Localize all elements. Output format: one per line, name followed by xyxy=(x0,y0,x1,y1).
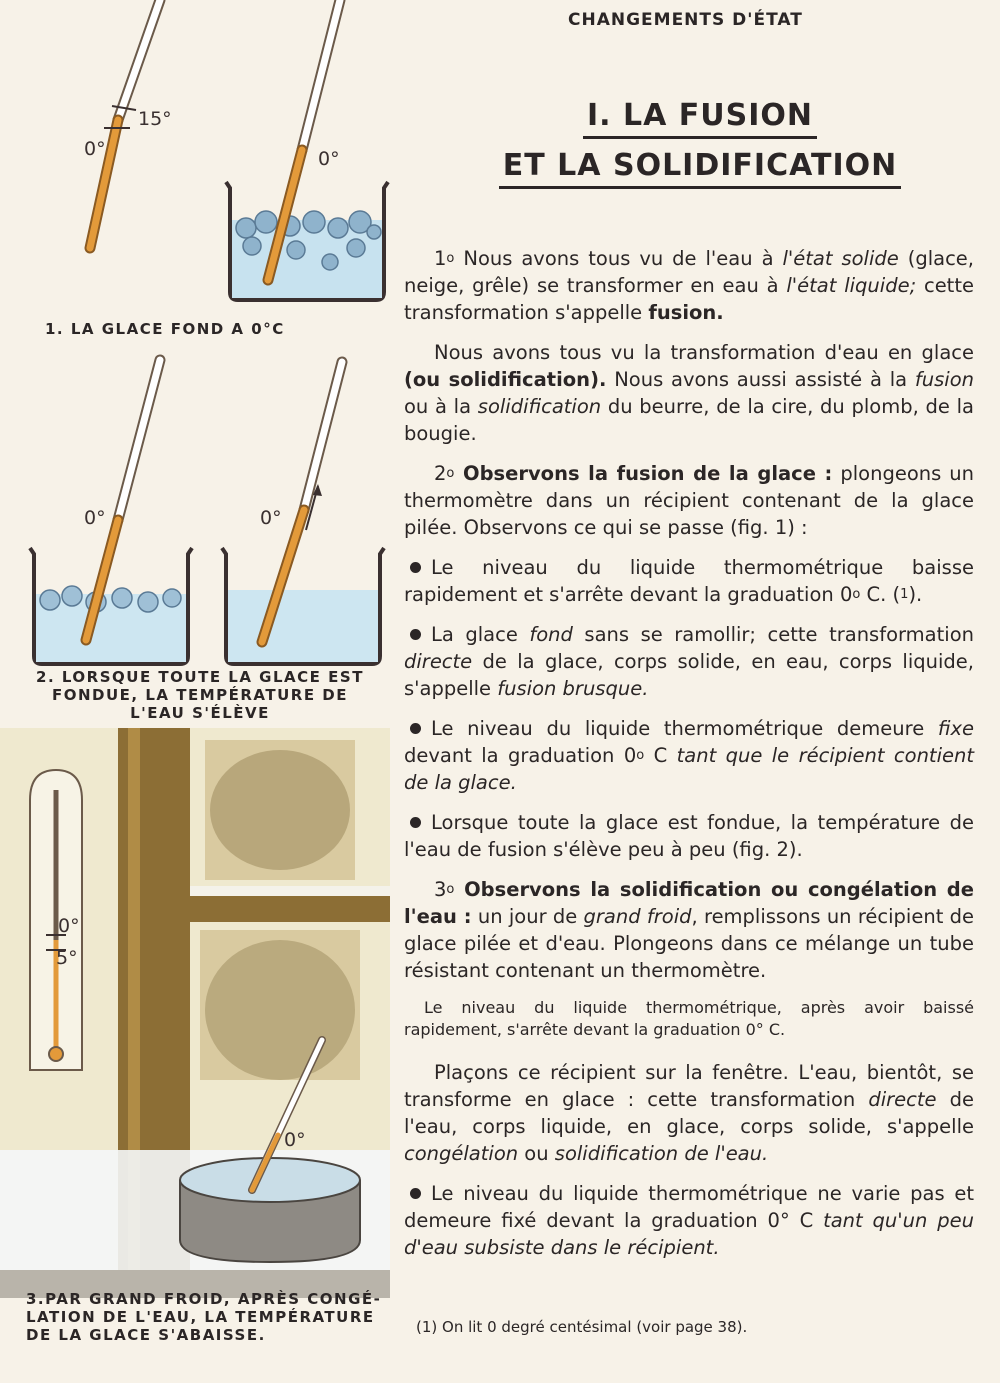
fig1-label-15: 15° xyxy=(138,108,172,130)
paragraph-5: Plaçons ce récipient sur la fenêtre. L'eau, bientôt, se transforme en glace : cette transformation directe de l'eau, corps liquide, en glace, corps solide, s'appelle congélation ou solidification de l'eau. xyxy=(404,1061,974,1165)
fig1-label-0: 0° xyxy=(84,138,106,160)
fig3-tub-label-0: 0° xyxy=(284,1129,306,1151)
fig1-thermometer-dry xyxy=(84,0,172,248)
bullet-4: Lorsque toute la glace est fondue, la température de l'eau de fusion s'élève peu à peu (fig. 2). xyxy=(404,811,974,861)
chapter-title-line2: ET LA SOLIDIFICATION xyxy=(470,148,930,183)
bullet-3: Le niveau du liquide thermométrique demeure fixe devant la graduation 0$^o$ C tant que le récipient contient de la glace. xyxy=(404,717,974,794)
bullet-1: Le niveau du liquide thermométrique baisse rapidement et s'arrête devant la graduation 0$^o$ C. ($^1$). xyxy=(404,556,974,606)
fig3-winter-window xyxy=(0,728,390,1298)
bullet-icon xyxy=(410,817,421,828)
fig2-right-label-0: 0° xyxy=(260,507,282,529)
fig3-caption: 3.PAR GRAND FROID, APRÈS CONGÉ- LATION DE L'EAU, LA TEMPÉRATURE DE LA GLACE S'ABAISSE. xyxy=(26,1290,382,1344)
bullet-icon xyxy=(410,723,421,734)
fig1-caption: 1. LA GLACE FOND A 0°C xyxy=(45,320,285,338)
chapter-title-line1: I. LA FUSION xyxy=(470,98,930,133)
footnote: (1) On lit 0 degré centésimal (voir page 38). xyxy=(416,1318,748,1336)
paragraph-1: 1$^o$ Nous avons tous vu de l'eau à l'état solide (glace, neige, grêle) se transformer en eau à l'état liquide; cette transformation s'appelle fusion. xyxy=(404,247,974,324)
bullet-icon xyxy=(410,1188,421,1199)
fig3-wall-label-0: 0° xyxy=(58,915,80,937)
bullet-5: Le niveau du liquide thermométrique ne varie pas et demeure fixé devant la graduation 0° C tant qu'un peu d'eau subsiste dans le récipient. xyxy=(404,1182,974,1259)
paragraph-3: 2$^o$ Observons la fusion de la glace : plongeons un thermomètre dans un récipient contenant de la glace pilée. Observons ce qui se passe (fig. 1) : xyxy=(404,462,975,539)
bullet-icon xyxy=(410,629,421,640)
fig1-beaker-label-0: 0° xyxy=(318,148,340,170)
paragraph-4: 3$^o$ Observons la solidification ou congélation de l'eau : un jour de grand froid, remplissons un récipient de glace pilée et d'eau. Plongeons dans ce mélange un tube résistant contenant un thermomètre. xyxy=(404,878,974,982)
bullet-icon xyxy=(410,562,421,573)
paragraph-2: Nous avons tous vu la transformation d'eau en glace (ou solidification). Nous avons aussi assisté à la fusion ou à la solidification du beurre, de la cire, du plomb, de la bougie. xyxy=(404,341,974,445)
fig2-left-label-0: 0° xyxy=(84,507,106,529)
fig2-caption: 2. LORSQUE TOUTE LA GLACE EST FONDUE, LA TEMPÉRATURE DE L'EAU S'ÉLÈVE xyxy=(36,668,364,722)
fig3-wall-label-5: 5° xyxy=(56,947,78,969)
bullet-2: La glace fond sans se ramollir; cette transformation directe de la glace, corps solide, en eau, corps liquide, s'appelle fusion brusque. xyxy=(404,623,974,700)
fig2-beaker-ice xyxy=(30,360,192,664)
running-header: CHANGEMENTS D'ÉTAT xyxy=(568,10,803,30)
fig2-beaker-water xyxy=(222,362,384,664)
small-note: Le niveau du liquide thermométrique, après avoir baissé rapidement, s'arrête devant la graduation 0° C. xyxy=(404,998,974,1039)
fig1-beaker-with-ice xyxy=(226,0,388,300)
body-text xyxy=(404,245,974,1274)
